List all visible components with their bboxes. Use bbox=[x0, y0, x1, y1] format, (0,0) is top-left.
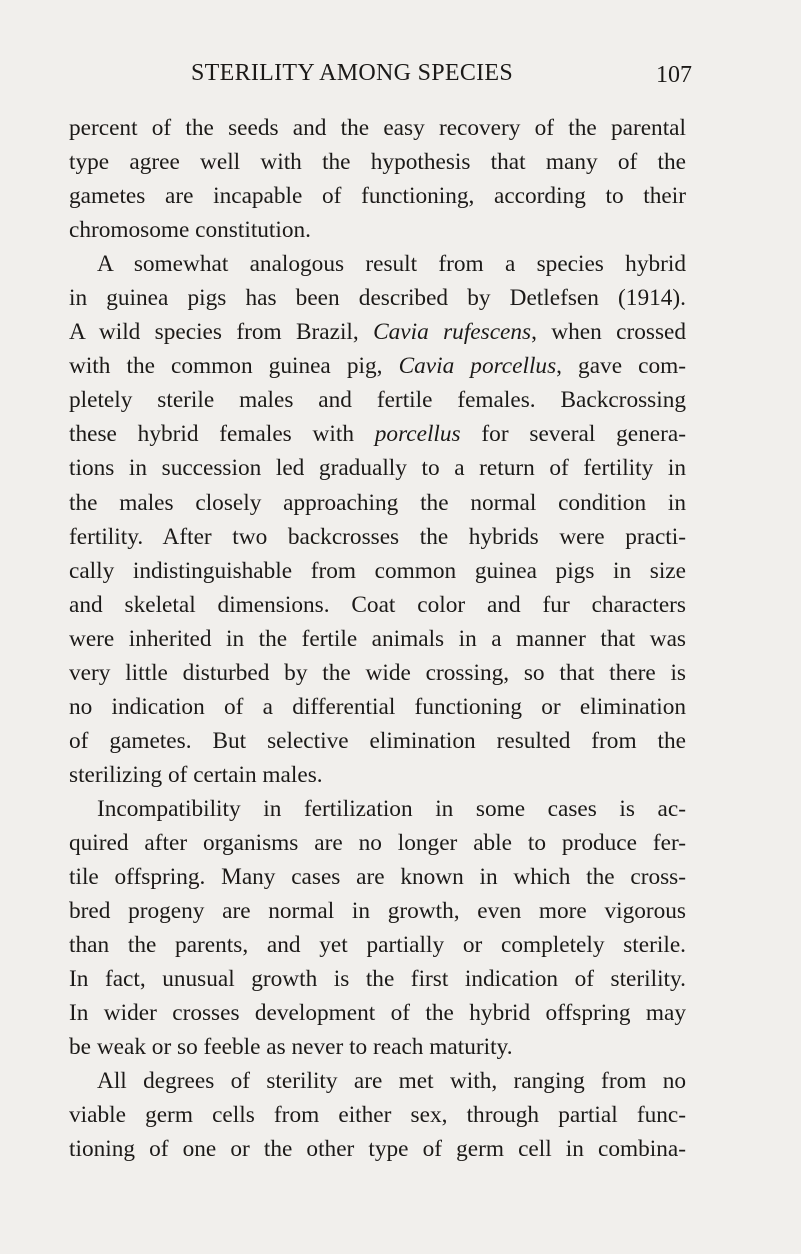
text-segment: were inherited in the fertile animals in a manner that was bbox=[69, 625, 686, 652]
page-header bbox=[0, 60, 801, 92]
text-line bbox=[69, 520, 686, 554]
text-line bbox=[69, 349, 686, 383]
text-segment: A somewhat analogous result from a species hybrid bbox=[97, 251, 686, 278]
text-line bbox=[69, 826, 686, 860]
page-number: 107 bbox=[656, 62, 692, 88]
text-line bbox=[69, 247, 686, 281]
text-segment: chromosome constitution. bbox=[69, 217, 312, 244]
italic-species-name: porcellus bbox=[374, 421, 461, 448]
text-line bbox=[69, 962, 686, 996]
text-segment: in guinea pigs has been described by Detlefsen (1914). bbox=[69, 285, 686, 312]
text-line bbox=[69, 1030, 686, 1064]
text-segment: Incompatibility in fertilization in some cases is ac- bbox=[97, 795, 686, 822]
text-segment: All degrees of sterility are met with, ranging from no bbox=[97, 1068, 686, 1095]
italic-species-name: Cavia rufescens bbox=[373, 319, 532, 346]
text-segment: , gave com- bbox=[556, 353, 686, 380]
text-line bbox=[69, 588, 686, 622]
text-segment: tile offspring. Many cases are known in which the cross- bbox=[69, 864, 686, 891]
text-segment: tions in succession led gradually to a return of fertility in bbox=[69, 455, 686, 482]
text-line bbox=[69, 383, 686, 417]
text-line bbox=[69, 1132, 686, 1166]
text-line bbox=[69, 486, 686, 520]
body-text bbox=[69, 111, 686, 1166]
text-line bbox=[69, 860, 686, 894]
running-head: STERILITY AMONG SPECIES bbox=[191, 60, 514, 86]
text-segment: pletely sterile males and fertile females. Backcrossing bbox=[69, 387, 686, 414]
text-segment: no indication of a differential functioning or elimination bbox=[69, 693, 686, 720]
italic-species-name: Cavia porcellus bbox=[398, 353, 557, 380]
text-segment: tioning of one or the other type of germ cell in combina- bbox=[69, 1136, 686, 1163]
text-line bbox=[69, 451, 686, 485]
text-line bbox=[69, 656, 686, 690]
text-line bbox=[69, 315, 686, 349]
text-line bbox=[69, 111, 686, 145]
text-segment: type agree well with the hypothesis that many of the bbox=[69, 149, 686, 176]
text-segment: cally indistinguishable from common guinea pigs in size bbox=[69, 557, 686, 584]
text-line bbox=[69, 996, 686, 1030]
text-segment: the males closely approaching the normal condition in bbox=[69, 489, 686, 516]
text-line bbox=[69, 928, 686, 962]
text-segment: gametes are incapable of functioning, according to their bbox=[69, 183, 686, 210]
text-segment: very little disturbed by the wide crossing, so that there is bbox=[69, 659, 686, 686]
text-line bbox=[69, 894, 686, 928]
text-segment: percent of the seeds and the easy recovery of the parental bbox=[69, 115, 686, 141]
text-segment: for several genera- bbox=[460, 421, 686, 448]
text-line bbox=[69, 758, 686, 792]
text-segment: viable germ cells from either sex, through partial func- bbox=[69, 1102, 686, 1129]
text-line bbox=[69, 724, 686, 758]
text-segment: of gametes. But selective elimination resulted from the bbox=[69, 727, 686, 754]
text-segment: and skeletal dimensions. Coat color and fur characters bbox=[69, 591, 686, 618]
text-line bbox=[69, 1098, 686, 1132]
text-line bbox=[69, 554, 686, 588]
text-segment: these hybrid females with bbox=[69, 421, 375, 448]
text-segment: with the common guinea pig, bbox=[69, 353, 399, 380]
text-segment: sterilizing of certain males. bbox=[69, 761, 323, 788]
text-segment: be weak or so feeble as never to reach maturity. bbox=[69, 1034, 513, 1061]
text-line bbox=[69, 417, 686, 451]
text-line bbox=[69, 281, 686, 315]
text-line bbox=[69, 213, 686, 247]
text-line bbox=[69, 179, 686, 213]
text-line bbox=[69, 622, 686, 656]
text-segment: bred progeny are normal in growth, even more vigorous bbox=[69, 898, 686, 925]
text-segment: A wild species from Brazil, bbox=[69, 319, 374, 346]
text-segment: quired after organisms are no longer able to produce fer- bbox=[69, 829, 686, 856]
text-line bbox=[69, 792, 686, 826]
text-line bbox=[69, 1064, 686, 1098]
text-segment: In wider crosses development of the hybrid offspring may bbox=[69, 1000, 686, 1027]
text-segment: , when crossed bbox=[531, 319, 686, 346]
text-segment: than the parents, and yet partially or completely sterile. bbox=[69, 932, 686, 959]
text-segment: In fact, unusual growth is the first indication of sterility. bbox=[69, 966, 686, 993]
text-segment: fertility. After two backcrosses the hybrids were practi- bbox=[69, 523, 686, 550]
text-line bbox=[69, 690, 686, 724]
text-line bbox=[69, 145, 686, 179]
